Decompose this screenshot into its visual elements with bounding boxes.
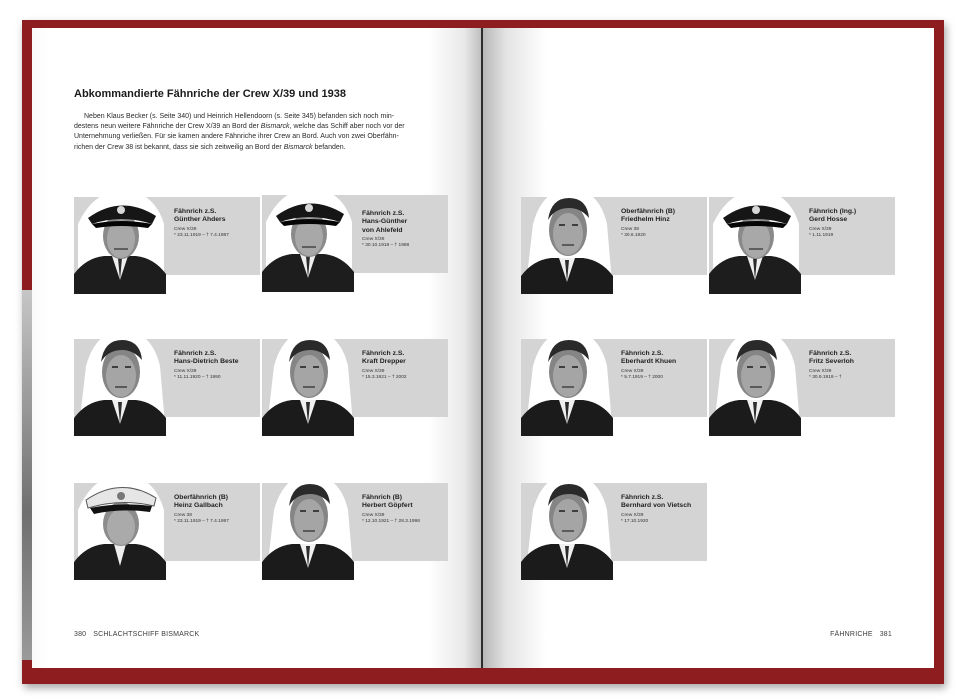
name: Herbert Göpfert bbox=[362, 502, 413, 510]
rank: Fähnrich z.S. bbox=[362, 210, 405, 217]
portrait-photo bbox=[521, 326, 613, 436]
rank: Fähnrich z.S. bbox=[362, 350, 405, 357]
portrait-photo bbox=[262, 326, 354, 436]
caption bbox=[362, 210, 448, 250]
portrait-photo bbox=[521, 184, 613, 294]
name: Gerd Hosse bbox=[809, 216, 848, 224]
portrait-photo bbox=[521, 470, 613, 580]
rank: Oberfähnrich (B) bbox=[174, 494, 229, 501]
crew: Crew X/39 bbox=[809, 226, 832, 232]
portrait-photo bbox=[74, 184, 166, 294]
intro-line-1: Neben Klaus Becker (s. Seite 340) und Heinrich Hellendoorn (s. Seite 345) befanden sich noch min- bbox=[84, 113, 395, 120]
life-dates: * 1.11.1919 bbox=[809, 233, 834, 239]
life-dates: * 30.9.1919 – † bbox=[809, 375, 842, 381]
caption bbox=[621, 494, 707, 525]
crew: Crew X/39 bbox=[174, 226, 197, 232]
crew: Crew 38 bbox=[174, 512, 192, 518]
life-dates: * 11.11.1920 – † 1990 bbox=[174, 375, 221, 381]
rank: Fähnrich z.S. bbox=[621, 494, 664, 501]
page-number: 381 bbox=[879, 631, 892, 638]
section-title: Abkommandierte Fähnriche der Crew X/39 und 1938 bbox=[74, 88, 347, 100]
page-footer bbox=[830, 631, 892, 638]
crew: Crew X/39 bbox=[809, 368, 832, 374]
name: Heinz Gallbach bbox=[174, 502, 223, 510]
life-dates: * 15.3.1921 – † 2002 bbox=[362, 375, 407, 381]
name: Bernhard von Vietsch bbox=[621, 502, 692, 510]
crew: Crew X/39 bbox=[362, 368, 385, 374]
intro-line-3: Unternehmung verließen. Für sie kamen andere Fähnriche ihrer Crew an Bord. Auch von zwei Oberfähn- bbox=[74, 133, 399, 141]
caption bbox=[362, 494, 448, 525]
life-dates: * 12.10.1921 – † 28.3.1998 bbox=[362, 519, 420, 525]
life-dates: * 5.7.1919 – † 2000 bbox=[621, 375, 663, 381]
name: Hans-Dietrich Beste bbox=[174, 358, 239, 366]
name: Friedhelm Hinz bbox=[621, 216, 670, 224]
cover-edge bbox=[22, 290, 32, 660]
rank: Fähnrich (B) bbox=[362, 494, 403, 501]
life-dates: * 23.11.1919 – † 7.4.1987 bbox=[174, 233, 229, 239]
rank: Fähnrich z.S. bbox=[621, 350, 664, 357]
caption bbox=[174, 494, 260, 525]
life-dates: * 17.10.1920 bbox=[621, 519, 649, 525]
running-title: FÄHNRICHE bbox=[830, 631, 873, 638]
portrait-photo bbox=[262, 470, 354, 580]
name: Günther Ahders bbox=[174, 216, 226, 224]
crew: Crew X/39 bbox=[621, 512, 644, 518]
life-dates: * 30.10.1918 – † 1988 bbox=[362, 243, 410, 249]
crew: Crew X/39 bbox=[174, 368, 197, 374]
intro-paragraph bbox=[74, 112, 444, 153]
intro-line-2: destens neun weitere Fähnriche der Crew X/39 an Bord der Bismarck, welche das Schiff aber noch vor der bbox=[74, 123, 405, 131]
rank: Fähnrich z.S. bbox=[174, 350, 217, 357]
caption bbox=[621, 350, 707, 381]
portrait-photo bbox=[74, 326, 166, 436]
name: Fritz Severloh bbox=[809, 358, 854, 366]
name: Kraft Drepper bbox=[362, 358, 406, 366]
caption bbox=[809, 350, 895, 381]
portrait-photo bbox=[709, 184, 801, 294]
running-title: SCHLACHTSCHIFF BISMARCK bbox=[93, 631, 200, 638]
life-dates: * 30.6.1920 bbox=[621, 233, 646, 239]
caption bbox=[809, 208, 895, 239]
crew: Crew X/39 bbox=[362, 512, 385, 518]
caption bbox=[174, 350, 260, 381]
name: Eberhardt Khuen bbox=[621, 358, 677, 366]
portrait-photo bbox=[709, 326, 801, 436]
crew: Crew X/39 bbox=[621, 368, 644, 374]
right-page bbox=[483, 28, 934, 668]
rank: Oberfähnrich (B) bbox=[621, 208, 676, 215]
caption bbox=[362, 350, 448, 381]
crew: Crew 38 bbox=[621, 226, 639, 232]
name-line-2: von Ahlefeld bbox=[362, 226, 403, 234]
intro-line-4: richen der Crew 38 ist bekannt, dass sie sich zeitweilig an Bord der Bismarck befanden. bbox=[74, 143, 346, 151]
caption bbox=[174, 208, 260, 239]
rank: Fähnrich (Ing.) bbox=[809, 208, 857, 215]
crew: Crew X/39 bbox=[362, 237, 385, 243]
page-footer bbox=[74, 631, 199, 638]
portrait-photo bbox=[74, 470, 166, 580]
rank: Fähnrich z.S. bbox=[174, 208, 217, 215]
name: Hans-Günther bbox=[362, 218, 408, 226]
caption bbox=[621, 208, 707, 239]
left-page bbox=[32, 28, 482, 668]
rank: Fähnrich z.S. bbox=[809, 350, 852, 357]
portrait-photo bbox=[262, 182, 354, 292]
life-dates: * 23.11.1919 – † 7.4.1987 bbox=[174, 519, 229, 525]
page-number: 380 bbox=[74, 631, 87, 638]
